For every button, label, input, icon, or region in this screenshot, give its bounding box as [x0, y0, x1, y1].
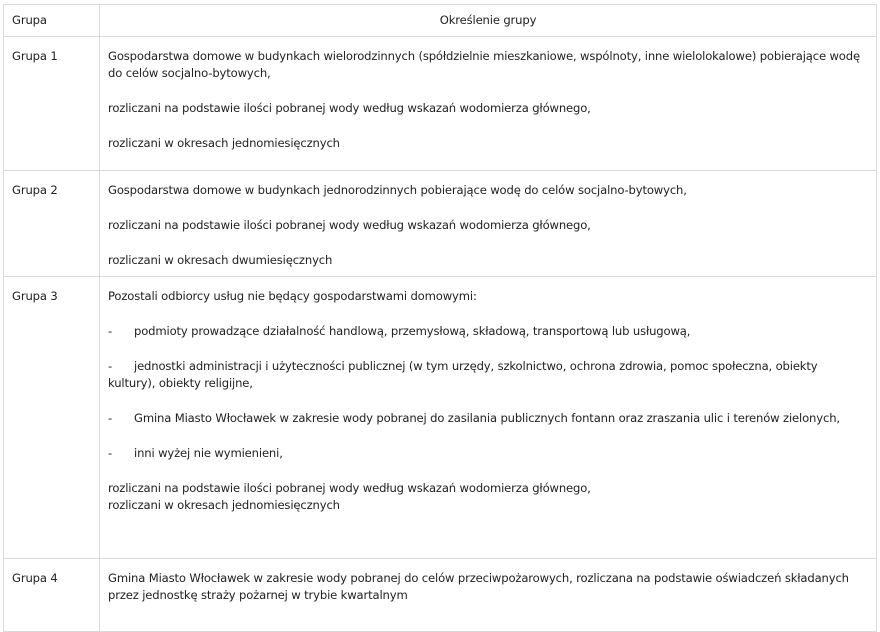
- bullet-dash: -: [108, 446, 113, 460]
- group-name: Grupa 3: [4, 277, 100, 559]
- bullet-dash: -: [108, 411, 113, 425]
- table-header-row: [4, 5, 877, 37]
- bullet-dash: -: [108, 359, 113, 373]
- bullet-text: Gmina Miasto Włocławek w zakresie wody pobranej do zasilania publicznych fontann oraz zraszania ulic i terenów zielonych,: [134, 411, 840, 425]
- header-group-definition: Określenie grupy: [100, 5, 877, 37]
- group-name: Grupa 1: [4, 37, 100, 171]
- table-row: [4, 277, 877, 559]
- group-name: Grupa 2: [4, 171, 100, 277]
- bullet-text: inni wyżej nie wymienieni,: [134, 446, 283, 460]
- definition-paragraph: Gospodarstwa domowe w budynkach jednorodzinnych pobierające wodę do celów socjalno-bytowych,: [108, 183, 687, 197]
- definition-paragraph: rozliczani w okresach jednomiesięcznych: [108, 136, 340, 150]
- definition-paragraph: Gospodarstwa domowe w budynkach wielorodzinnych (spółdzielnie mieszkaniowe, wspólnoty, inne wielolokalowe) pobierające wodę do celów socjalno-bytowych,: [108, 49, 860, 80]
- group-definition: [100, 37, 877, 171]
- definition-paragraph: rozliczani na podstawie ilości pobranej wody według wskazań wodomierza głównego,: [108, 101, 591, 115]
- group-name: Grupa 4: [4, 559, 100, 632]
- table-row: [4, 171, 877, 277]
- group-definition: [100, 559, 877, 632]
- definition-paragraph: rozliczani w okresach jednomiesięcznych: [108, 498, 340, 512]
- bullet-text: jednostki administracji i użyteczności publicznej (w tym urzędy, szkolnictwo, ochrona zdrowia, pomoc społeczna, obiekty kultury), obiekty religijne,: [108, 359, 818, 390]
- definition-bullet: [108, 358, 868, 392]
- definition-bullet: [108, 323, 868, 340]
- definition-paragraph: rozliczani na podstawie ilości pobranej wody według wskazań wodomierza głównego,: [108, 481, 591, 495]
- definition-paragraph: Gmina Miasto Włocławek w zakresie wody pobranej do celów przeciwpożarowych, rozliczana na podstawie oświadczeń składanych przez jednostkę straży pożarnej w trybie kwartalnym: [108, 571, 849, 602]
- group-definition: [100, 171, 877, 277]
- bullet-text: podmioty prowadzące działalność handlową, przemysłową, składową, transportową lub usługową,: [134, 324, 691, 338]
- table-row: [4, 559, 877, 632]
- tariff-groups-table-wrapper: [3, 4, 876, 632]
- definition-paragraph: rozliczani na podstawie ilości pobranej wody według wskazań wodomierza głównego,: [108, 218, 591, 232]
- group-definition: [100, 277, 877, 559]
- tariff-groups-table: [3, 4, 877, 632]
- definition-bullet: [108, 410, 868, 427]
- definition-paragraph: rozliczani w okresach dwumiesięcznych: [108, 253, 333, 267]
- table-row: [4, 37, 877, 171]
- bullet-dash: -: [108, 324, 113, 338]
- definition-bullet: [108, 445, 868, 462]
- definition-intro: Pozostali odbiorcy usług nie będący gospodarstwami domowymi:: [108, 289, 477, 303]
- header-group: Grupa: [4, 5, 100, 37]
